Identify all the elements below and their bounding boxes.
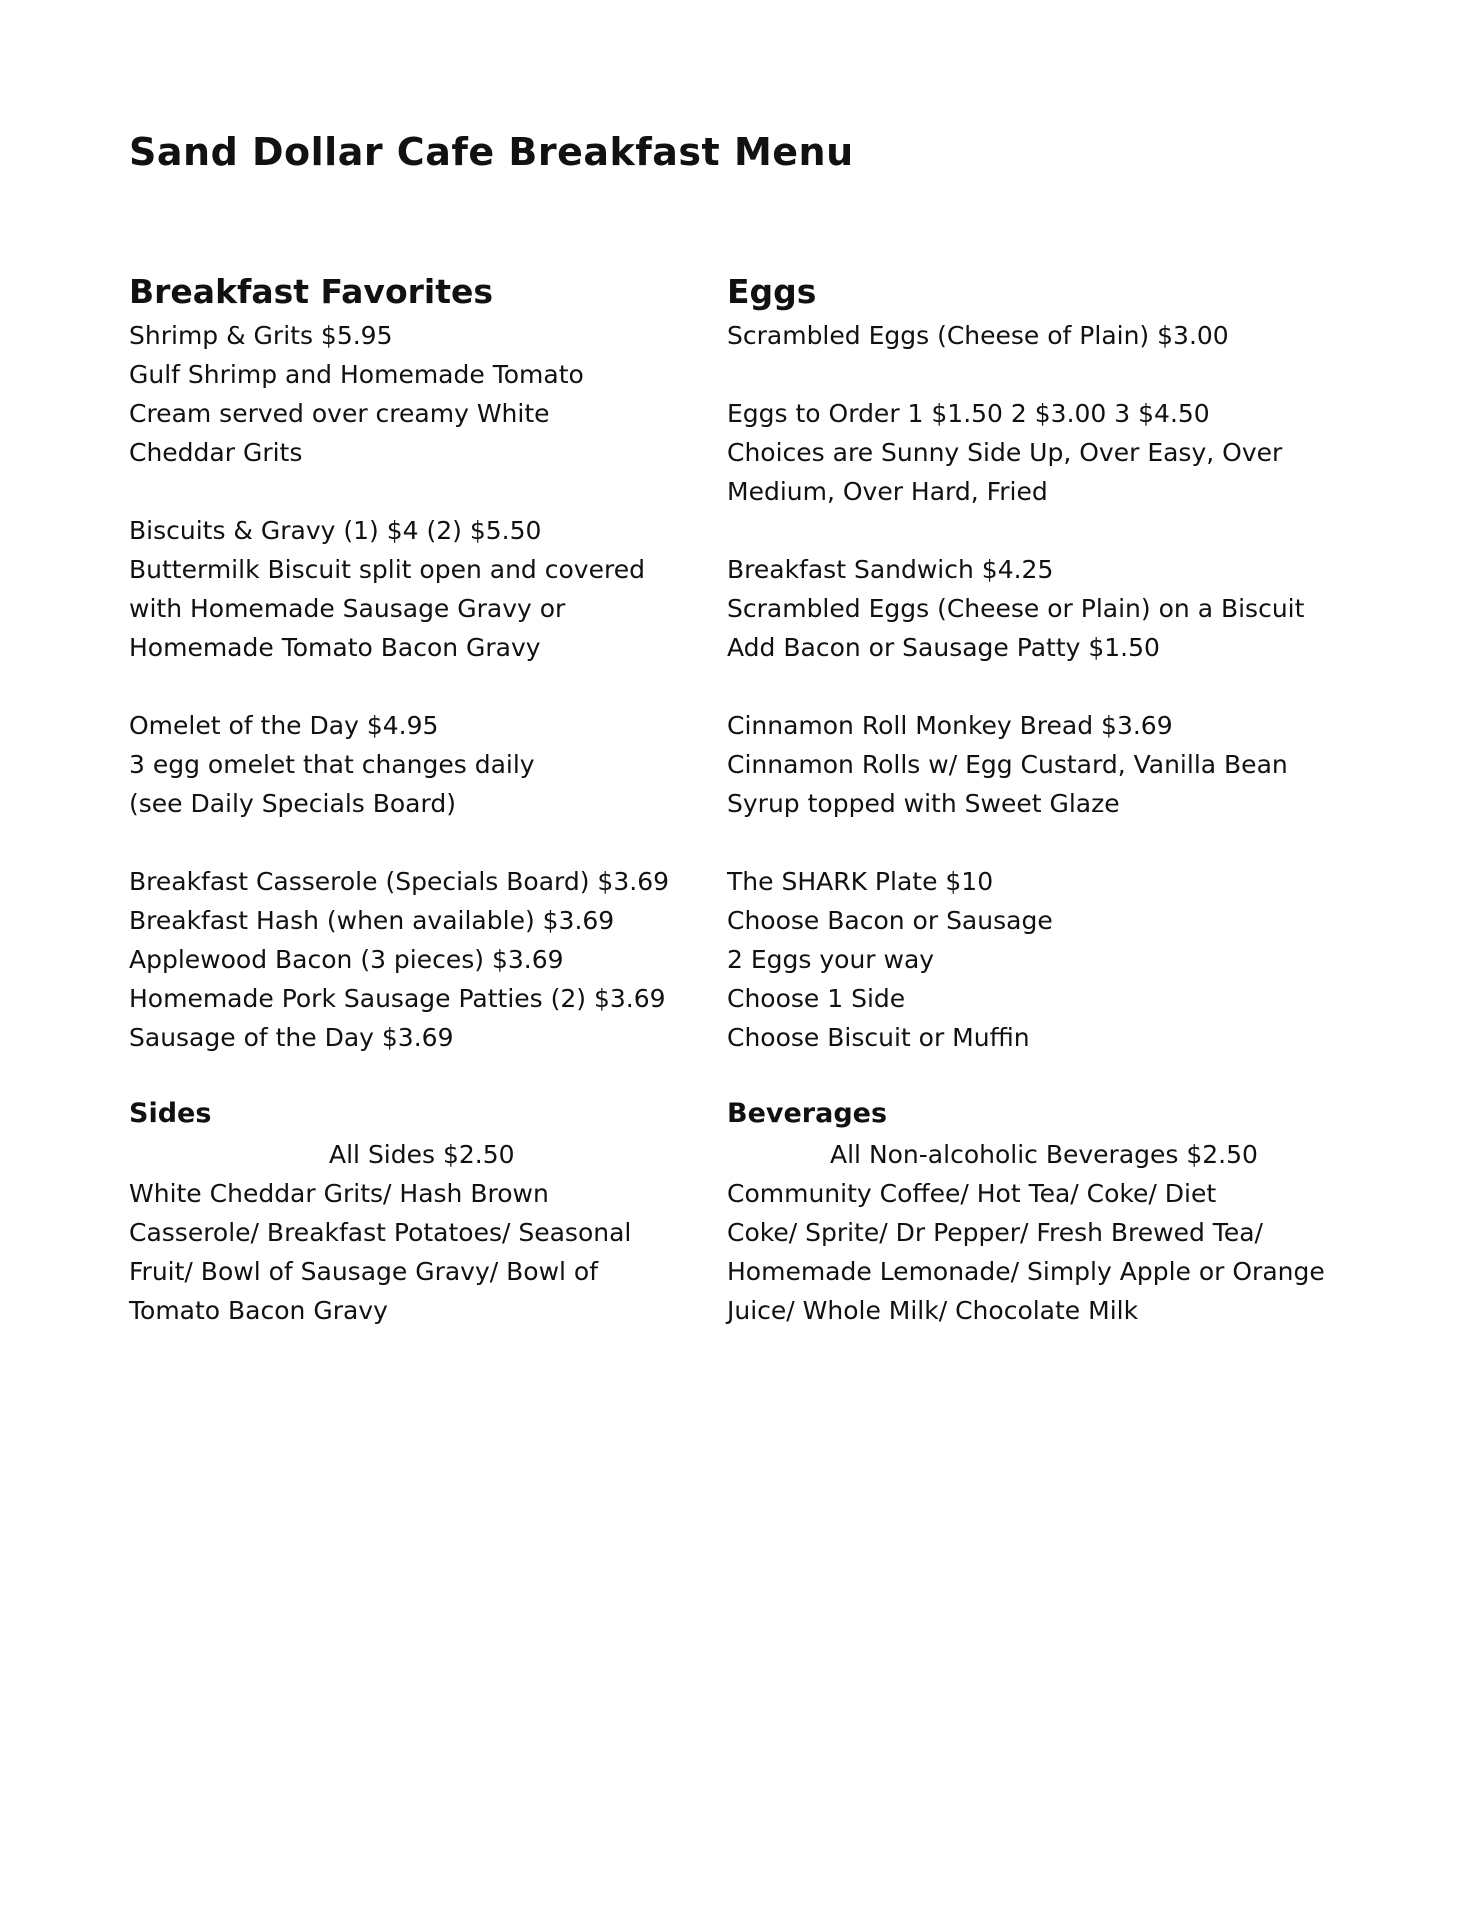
menu-line: Cheddar Grits [129,438,303,467]
menu-line: 3 egg omelet that changes daily [129,750,535,779]
sides-section [129,1093,699,1330]
spacer [727,511,1297,550]
eggs-list [727,316,1305,1057]
menu-line: Breakfast Hash (when available) $3.69 [129,906,615,935]
menu-line: Choose Biscuit or Muffin [727,1023,1030,1052]
menu-line: Medium, Over Hard, Fried [727,477,1048,506]
breakfast-favorites-list [129,316,699,1057]
menu-line: (see Daily Specials Board) [129,789,456,818]
menu-line: Breakfast Sandwich $4.25 [727,555,1054,584]
menu-line: Sausage of the Day $3.69 [129,1023,454,1052]
beverages-price-line: All Non-alcoholic Beverages $2.50 [830,1140,1258,1169]
menu-line: Biscuits & Gravy (1) $4 (2) $5.50 [129,516,542,545]
menu-line: Community Coffee/ Hot Tea/ Coke/ Diet [727,1179,1217,1208]
menu-line: Scrambled Eggs (Cheese or Plain) on a Biscuit [727,594,1305,623]
menu-line: Syrup topped with Sweet Glaze [727,789,1120,818]
spacer [129,823,699,862]
menu-line: Choose 1 Side [727,984,906,1013]
menu-line: Cinnamon Rolls w/ Egg Custard, Vanilla Bean [727,750,1288,779]
beverages-heading: Beverages [727,1098,888,1129]
menu-line: Applewood Bacon (3 pieces) $3.69 [129,945,564,974]
menu-line: Homemade Pork Sausage Patties (2) $3.69 [129,984,666,1013]
menu-title: Sand Dollar Cafe Breakfast Menu [129,130,854,174]
spacer [129,667,699,706]
sides-price-line: All Sides $2.50 [329,1140,515,1169]
breakfast-favorites-heading: Breakfast Favorites [129,272,493,311]
menu-line: Fruit/ Bowl of Sausage Gravy/ Bowl of [129,1257,599,1286]
menu-line: Homemade Tomato Bacon Gravy [129,633,541,662]
spacer [727,667,1297,706]
menu-line: 2 Eggs your way [727,945,935,974]
menu-line: Homemade Lemonade/ Simply Apple or Orange [727,1257,1325,1286]
eggs-section [727,268,1305,1057]
menu-line: The SHARK Plate $10 [727,867,994,896]
spacer [727,823,1297,862]
spacer [129,472,699,511]
menu-line: Choose Bacon or Sausage [727,906,1053,935]
menu-line: Cinnamon Roll Monkey Bread $3.69 [727,711,1173,740]
menu-line: Coke/ Sprite/ Dr Pepper/ Fresh Brewed Tea/ [727,1218,1263,1247]
menu-line: Choices are Sunny Side Up, Over Easy, Over [727,438,1283,467]
sides-heading: Sides [129,1098,212,1129]
menu-line: with Homemade Sausage Gravy or [129,594,566,623]
menu-line: Buttermilk Biscuit split open and covered [129,555,645,584]
menu-line: Cream served over creamy White [129,399,550,428]
menu-line: Scrambled Eggs (Cheese of Plain) $3.00 [727,321,1229,350]
spacer [727,355,1297,394]
menu-line: Juice/ Whole Milk/ Chocolate Milk [727,1296,1139,1325]
beverages-section [727,1093,1325,1330]
menu-line: Tomato Bacon Gravy [129,1296,388,1325]
menu-line: Shrimp & Grits $5.95 [129,321,393,350]
menu-line: Add Bacon or Sausage Patty $1.50 [727,633,1160,662]
menu-line: White Cheddar Grits/ Hash Brown [129,1179,549,1208]
menu-line: Casserole/ Breakfast Potatoes/ Seasonal [129,1218,632,1247]
eggs-heading: Eggs [727,272,817,311]
menu-line: Eggs to Order 1 $1.50 2 $3.00 3 $4.50 [727,399,1210,428]
menu-line: Breakfast Casserole (Specials Board) $3.69 [129,867,670,896]
menu-line: Gulf Shrimp and Homemade Tomato [129,360,584,389]
menu-line: Omelet of the Day $4.95 [129,711,439,740]
breakfast-favorites-section [129,268,699,1057]
